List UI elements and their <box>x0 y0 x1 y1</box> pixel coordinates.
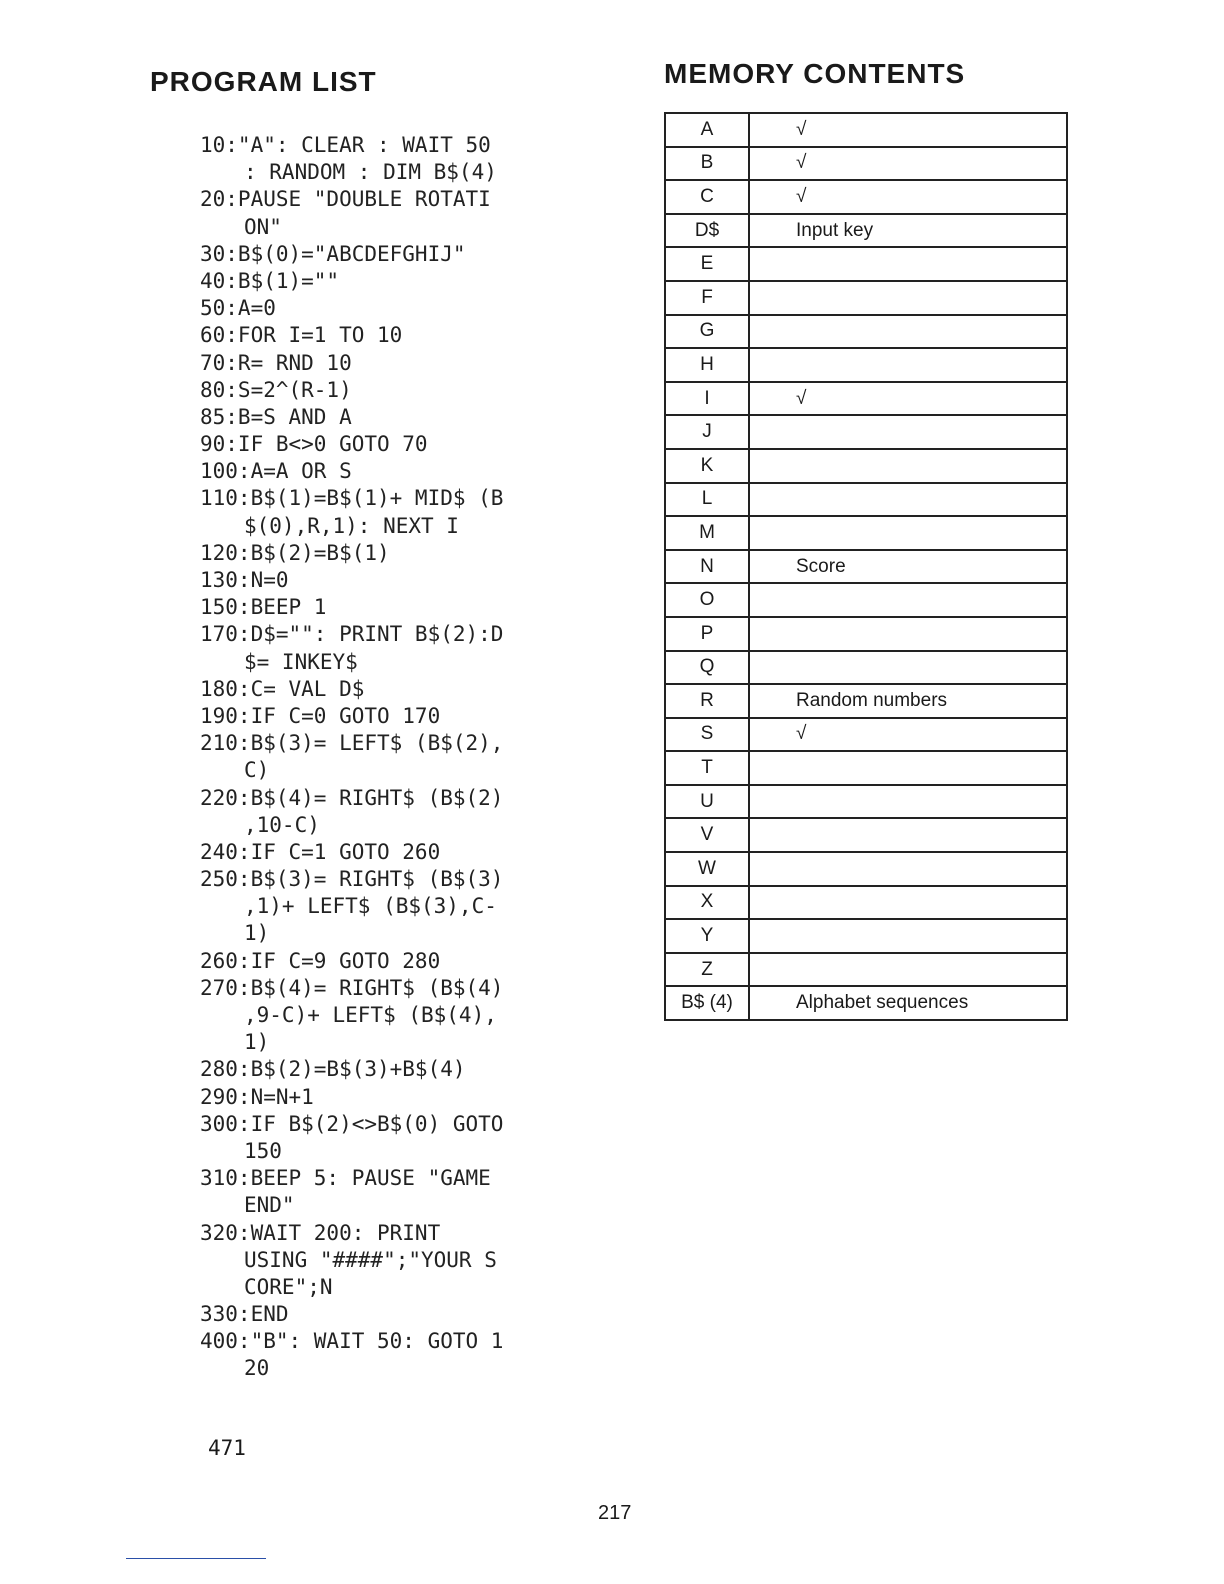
code-line: 110:B$(1)=B$(1)+ MID$ (B <box>200 486 504 511</box>
code-line: 50:A=0 <box>200 296 276 321</box>
code-line: 70:R= RND 10 <box>200 350 352 375</box>
code-line: 20 <box>244 1356 270 1381</box>
variable-usage <box>749 751 1067 785</box>
variable-name: O <box>665 583 749 617</box>
code-line: 300:IF B$(2)<>B$(0) GOTO <box>200 1111 504 1136</box>
code-line: ,10-C) <box>244 812 320 837</box>
variable-name: R <box>665 684 749 718</box>
variable-name: W <box>665 852 749 886</box>
variable-usage <box>749 953 1067 987</box>
variable-name: B$ (4) <box>665 986 749 1020</box>
variable-usage <box>749 415 1067 449</box>
code-line: 80:S=2^(R-1) <box>200 377 352 402</box>
memory-row <box>665 651 1067 685</box>
memory-row <box>665 852 1067 886</box>
code-line: USING "####";"YOUR S <box>244 1247 497 1272</box>
memory-row <box>665 483 1067 517</box>
variable-usage <box>749 348 1067 382</box>
variable-usage <box>749 315 1067 349</box>
code-line: 330:END <box>200 1302 289 1327</box>
footnote-rule <box>126 1558 266 1559</box>
memory-row <box>665 382 1067 416</box>
memory-row <box>665 180 1067 214</box>
code-line: 190:IF C=0 GOTO 170 <box>200 703 441 728</box>
memory-row <box>665 315 1067 349</box>
variable-name: J <box>665 415 749 449</box>
variable-name: H <box>665 348 749 382</box>
memory-row <box>665 919 1067 953</box>
code-line: 150 <box>244 1138 282 1163</box>
code-line: 85:B=S AND A <box>200 404 352 429</box>
code-line: $= INKEY$ <box>244 649 358 674</box>
memory-row <box>665 785 1067 819</box>
memory-row <box>665 550 1067 584</box>
code-line: 130:N=0 <box>200 568 289 592</box>
memory-row <box>665 247 1067 281</box>
check-mark-icon: √ <box>749 147 1067 181</box>
variable-usage <box>749 449 1067 483</box>
code-line: 220:B$(4)= RIGHT$ (B$(2) <box>200 785 504 810</box>
check-mark-icon: √ <box>749 180 1067 214</box>
program-listing <box>200 132 620 1383</box>
code-line: 270:B$(4)= RIGHT$ (B$(4) <box>200 975 504 1000</box>
code-line: 400:"B": WAIT 50: GOTO 1 <box>200 1329 504 1354</box>
variable-name: D$ <box>665 214 749 248</box>
variable-usage <box>749 247 1067 281</box>
variable-name: S <box>665 718 749 752</box>
variable-name: K <box>665 449 749 483</box>
variable-name: B <box>665 147 749 181</box>
variable-usage: Score <box>749 550 1067 584</box>
variable-name: Z <box>665 953 749 987</box>
code-line: 20:PAUSE "DOUBLE ROTATI <box>200 187 491 212</box>
variable-usage <box>749 818 1067 852</box>
program-list-heading: PROGRAM LIST <box>150 66 377 97</box>
variable-name: Q <box>665 651 749 685</box>
variable-name: G <box>665 315 749 349</box>
memory-row <box>665 449 1067 483</box>
variable-usage <box>749 852 1067 886</box>
memory-row <box>665 516 1067 550</box>
code-line: 280:B$(2)=B$(3)+B$(4) <box>200 1057 466 1082</box>
program-size: 471 <box>208 1436 246 1460</box>
variable-usage <box>749 617 1067 651</box>
code-line: 240:IF C=1 GOTO 260 <box>200 839 441 864</box>
variable-usage <box>749 651 1067 685</box>
variable-name: C <box>665 180 749 214</box>
memory-row <box>665 281 1067 315</box>
code-line: C) <box>244 758 270 783</box>
code-line: END" <box>244 1193 295 1218</box>
code-line: 150:BEEP 1 <box>200 595 327 620</box>
code-line: 60:FOR I=1 TO 10 <box>200 323 403 348</box>
memory-contents-table <box>664 112 1068 1021</box>
code-line: 310:BEEP 5: PAUSE "GAME <box>200 1166 491 1191</box>
variable-usage <box>749 516 1067 550</box>
memory-contents-heading: MEMORY CONTENTS <box>664 58 966 89</box>
code-line: 260:IF C=9 GOTO 280 <box>200 948 441 973</box>
memory-row <box>665 684 1067 718</box>
memory-row <box>665 617 1067 651</box>
code-line: 210:B$(3)= LEFT$ (B$(2), <box>200 731 504 756</box>
variable-name: U <box>665 785 749 819</box>
code-line: 320:WAIT 200: PRINT <box>200 1220 441 1245</box>
variable-name: E <box>665 247 749 281</box>
code-line: 1) <box>244 1030 270 1055</box>
variable-usage <box>749 281 1067 315</box>
variable-usage <box>749 919 1067 953</box>
memory-row <box>665 953 1067 987</box>
memory-row <box>665 113 1067 147</box>
variable-usage: Alphabet sequences <box>749 986 1067 1020</box>
memory-row <box>665 818 1067 852</box>
variable-usage <box>749 483 1067 517</box>
variable-name: T <box>665 751 749 785</box>
code-line: ,9-C)+ LEFT$ (B$(4), <box>244 1003 497 1027</box>
variable-usage <box>749 886 1067 920</box>
code-line: : RANDOM : DIM B$(4) <box>244 160 497 185</box>
variable-name: A <box>665 113 749 147</box>
code-line: 1) <box>244 921 270 946</box>
code-line: 290:N=N+1 <box>200 1084 314 1109</box>
check-mark-icon: √ <box>749 718 1067 752</box>
variable-usage <box>749 785 1067 819</box>
code-line: 90:IF B<>0 GOTO 70 <box>200 432 428 457</box>
code-line: 40:B$(1)="" <box>200 268 340 293</box>
memory-row <box>665 147 1067 181</box>
memory-row <box>665 886 1067 920</box>
code-line: ,1)+ LEFT$ (B$(3),C- <box>244 894 497 919</box>
variable-name: N <box>665 550 749 584</box>
variable-name: I <box>665 382 749 416</box>
code-line: 170:D$="": PRINT B$(2):D <box>200 622 504 647</box>
code-line: $(0),R,1): NEXT I <box>244 513 459 538</box>
memory-row <box>665 751 1067 785</box>
variable-name: P <box>665 617 749 651</box>
page-number: 217 <box>598 1502 632 1524</box>
code-line: 180:C= VAL D$ <box>200 676 365 701</box>
code-line: 30:B$(0)="ABCDEFGHIJ" <box>200 241 466 266</box>
variable-usage <box>749 583 1067 617</box>
code-line: 10:"A": CLEAR : WAIT 50 <box>200 133 491 157</box>
memory-row <box>665 348 1067 382</box>
code-line: CORE";N <box>244 1274 333 1299</box>
variable-usage: Random numbers <box>749 684 1067 718</box>
variable-name: X <box>665 886 749 920</box>
code-line: ON" <box>244 214 282 239</box>
memory-row <box>665 986 1067 1020</box>
variable-name: L <box>665 483 749 517</box>
variable-name: M <box>665 516 749 550</box>
memory-row <box>665 214 1067 248</box>
variable-name: Y <box>665 919 749 953</box>
variable-name: F <box>665 281 749 315</box>
variable-name: V <box>665 818 749 852</box>
code-line: 250:B$(3)= RIGHT$ (B$(3) <box>200 867 504 892</box>
memory-row <box>665 583 1067 617</box>
memory-row <box>665 718 1067 752</box>
code-line: 120:B$(2)=B$(1) <box>200 540 390 565</box>
check-mark-icon: √ <box>749 382 1067 416</box>
memory-row <box>665 415 1067 449</box>
code-line: 100:A=A OR S <box>200 459 352 484</box>
variable-usage: Input key <box>749 214 1067 248</box>
check-mark-icon: √ <box>749 113 1067 147</box>
